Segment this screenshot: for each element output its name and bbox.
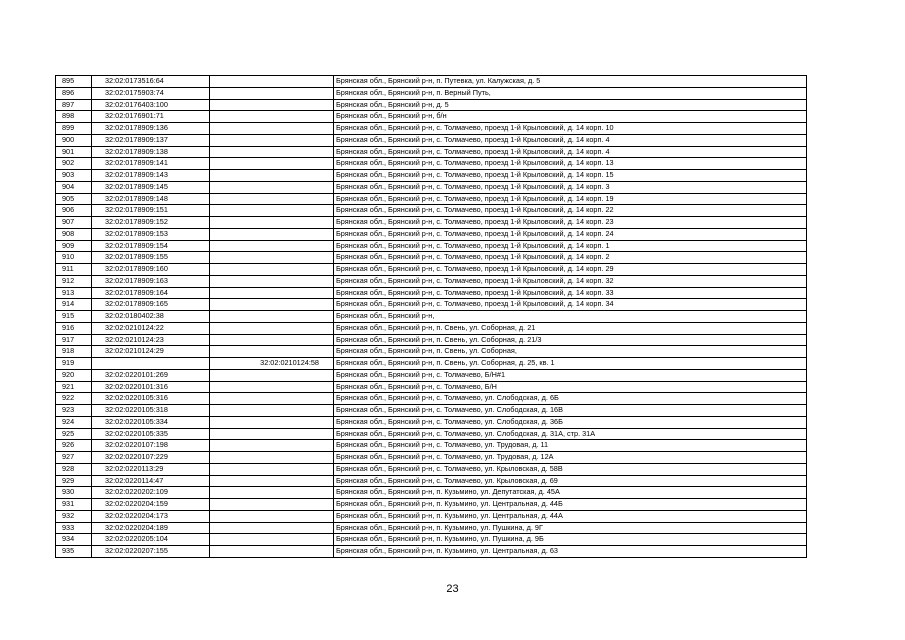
cadastral-number-2-cell [210,510,334,522]
table-row [56,452,807,464]
address-cell: Брянская обл., Брянский р-н, п. Кузьмино, ул. Пушкина, д. 9Г [334,522,807,534]
row-number-cell: 931 [56,499,92,511]
cadastral-number-cell: 32:02:0178909:151 [92,205,210,217]
cadastral-number-2-cell [210,463,334,475]
table-row [56,522,807,534]
cadastral-number-cell: 32:02:0178909:145 [92,181,210,193]
cadastral-number-2-cell [210,275,334,287]
address-cell: Брянская обл., Брянский р-н, с. Толмачево, ул. Трудовая, д. 12А [334,452,807,464]
cadastral-number-cell: 32:02:0178909:148 [92,193,210,205]
cadastral-number-cell: 32:02:0178909:153 [92,228,210,240]
row-number-cell: 911 [56,264,92,276]
cadastral-number-cell: 32:02:0210124:22 [92,322,210,334]
row-number-cell: 898 [56,111,92,123]
cadastral-number-2-cell [210,381,334,393]
cadastral-number-2-cell [210,311,334,323]
table-row [56,322,807,334]
row-number-cell: 912 [56,275,92,287]
cadastral-number-2-cell [210,440,334,452]
table-body [56,76,807,558]
cadastral-number-cell: 32:02:0176403:100 [92,99,210,111]
row-number-cell: 904 [56,181,92,193]
cadastral-number-cell: 32:02:0220105:334 [92,416,210,428]
cadastral-number-cell: 32:02:0220204:173 [92,510,210,522]
cadastral-number-cell: 32:02:0178909:160 [92,264,210,276]
cadastral-number-2-cell [210,416,334,428]
cadastral-number-cell: 32:02:0220107:229 [92,452,210,464]
table-row [56,475,807,487]
row-number-cell: 934 [56,534,92,546]
address-cell: Брянская обл., Брянский р-н, с. Толмачево, проезд 1-й Крыловский, д. 14 корп. 29 [334,264,807,276]
cadastral-number-cell: 32:02:0220101:316 [92,381,210,393]
cadastral-number-2-cell [210,123,334,135]
cadastral-number-2-cell [210,252,334,264]
cadastral-number-cell: 32:02:0220105:335 [92,428,210,440]
row-number-cell: 930 [56,487,92,499]
cadastral-number-2-cell [210,228,334,240]
address-cell: Брянская обл., Брянский р-н, с. Толмачево, ул. Слободская, д. 16В [334,405,807,417]
address-cell: Брянская обл., Брянский р-н, с. Толмачево, ул. Слободская, д. 36Б [334,416,807,428]
row-number-cell: 933 [56,522,92,534]
row-number-cell: 910 [56,252,92,264]
cadastral-number-cell: 32:02:0180402:38 [92,311,210,323]
row-number-cell: 928 [56,463,92,475]
table-row [56,123,807,135]
cadastral-number-2-cell [210,334,334,346]
address-cell: Брянская обл., Брянский р-н, п. Кузьмино, ул. Депутатская, д. 45А [334,487,807,499]
row-number-cell: 916 [56,322,92,334]
table-row [56,393,807,405]
page-number: 23 [446,583,459,595]
row-number-cell: 918 [56,346,92,358]
address-cell: Брянская обл., Брянский р-н, с. Толмачево, проезд 1-й Крыловский, д. 14 корп. 23 [334,217,807,229]
row-number-cell: 901 [56,146,92,158]
row-number-cell: 907 [56,217,92,229]
address-cell: Брянская обл., Брянский р-н, с. Толмачево, ул. Трудовая, д. 11 [334,440,807,452]
cadastral-number-cell: 32:02:0220107:198 [92,440,210,452]
cadastral-number-cell: 32:02:0178909:165 [92,299,210,311]
address-cell: Брянская обл., Брянский р-н, с. Толмачево, проезд 1-й Крыловский, д. 14 корп. 19 [334,193,807,205]
row-number-cell: 921 [56,381,92,393]
cadastral-number-cell: 32:02:0220105:318 [92,405,210,417]
cadastral-number-cell: 32:02:0220113:29 [92,463,210,475]
table-row [56,99,807,111]
cadastral-number-2-cell [210,240,334,252]
address-cell: Брянская обл., Брянский р-н, с. Толмачево, проезд 1-й Крыловский, д. 14 корп. 22 [334,205,807,217]
table-row [56,287,807,299]
cadastral-number-cell: 32:02:0220207:155 [92,546,210,558]
row-number-cell: 927 [56,452,92,464]
row-number-cell: 913 [56,287,92,299]
address-cell: Брянская обл., Брянский р-н, п. Кузьмино, ул. Центральная, д. 44А [334,510,807,522]
row-number-cell: 914 [56,299,92,311]
cadastral-number-cell: 32:02:0178909:152 [92,217,210,229]
cadastral-number-2-cell: 32:02:0210124:58 [210,358,334,370]
table-row [56,416,807,428]
cadastral-number-cell: 32:02:0176901:71 [92,111,210,123]
cadastral-number-2-cell [210,217,334,229]
cadastral-number-2-cell [210,534,334,546]
address-cell: Брянская обл., Брянский р-н, с. Толмачево, ул. Крыловская, д. 69 [334,475,807,487]
cadastral-number-cell: 32:02:0175903:74 [92,87,210,99]
address-cell: Брянская обл., Брянский р-н, п. Путевка, ул. Калужская, д. 5 [334,76,807,88]
cadastral-number-2-cell [210,546,334,558]
table-row [56,111,807,123]
table-row [56,463,807,475]
address-cell: Брянская обл., Брянский р-н, п. Свень, ул. Соборная, д. 21/3 [334,334,807,346]
cadastral-number-2-cell [210,158,334,170]
row-number-cell: 925 [56,428,92,440]
cadastral-number-2-cell [210,146,334,158]
cadastral-number-cell: 32:02:0178909:164 [92,287,210,299]
address-cell: Брянская обл., Брянский р-н, с. Толмачево, проезд 1-й Крыловский, д. 14 корп. 13 [334,158,807,170]
row-number-cell: 909 [56,240,92,252]
cadastral-number-cell [92,358,210,370]
table-row [56,158,807,170]
address-cell: Брянская обл., Брянский р-н, с. Толмачево, проезд 1-й Крыловский, д. 14 корп. 3 [334,181,807,193]
cadastral-number-2-cell [210,134,334,146]
table-row [56,205,807,217]
cadastral-number-2-cell [210,322,334,334]
table-row [56,381,807,393]
table-row [56,546,807,558]
row-number-cell: 896 [56,87,92,99]
row-number-cell: 935 [56,546,92,558]
cadastral-number-2-cell [210,393,334,405]
table-row [56,534,807,546]
cadastral-number-2-cell [210,346,334,358]
table-row [56,299,807,311]
address-cell: Брянская обл., Брянский р-н, п. Свень, ул. Соборная, д. 21 [334,322,807,334]
address-cell: Брянская обл., Брянский р-н, п. Кузьмино, ул. Пушкина, д. 9Б [334,534,807,546]
cadastral-number-cell: 32:02:0220202:109 [92,487,210,499]
table-row [56,275,807,287]
table-row [56,193,807,205]
cadastral-number-2-cell [210,299,334,311]
address-cell: Брянская обл., Брянский р-н, [334,311,807,323]
table-row [56,440,807,452]
address-cell: Брянская обл., Брянский р-н, с. Толмачево, проезд 1-й Крыловский, д. 14 корп. 34 [334,299,807,311]
cadastral-number-cell: 32:02:0178909:163 [92,275,210,287]
address-cell: Брянская обл., Брянский р-н, с. Толмачево, проезд 1-й Крыловский, д. 14 корп. 2 [334,252,807,264]
cadastral-number-2-cell [210,205,334,217]
cadastral-number-cell: 32:02:0220114:47 [92,475,210,487]
cadastral-number-cell: 32:02:0178909:143 [92,170,210,182]
cadastral-number-cell: 32:02:0178909:138 [92,146,210,158]
row-number-cell: 908 [56,228,92,240]
row-number-cell: 900 [56,134,92,146]
cadastral-number-2-cell [210,405,334,417]
row-number-cell: 906 [56,205,92,217]
cadastral-number-cell: 32:02:0210124:23 [92,334,210,346]
row-number-cell: 897 [56,99,92,111]
address-cell: Брянская обл., Брянский р-н, п. Свень, ул. Соборная, д. 25, кв. 1 [334,358,807,370]
address-cell: Брянская обл., Брянский р-н, п. Верный Путь, [334,87,807,99]
table-row [56,311,807,323]
cadastral-number-2-cell [210,87,334,99]
table-row [56,346,807,358]
cadastral-number-2-cell [210,181,334,193]
cadastral-number-cell: 32:02:0178909:137 [92,134,210,146]
row-number-cell: 923 [56,405,92,417]
property-table [55,75,807,558]
row-number-cell: 905 [56,193,92,205]
table-row [56,405,807,417]
address-cell: Брянская обл., Брянский р-н, с. Толмачево, проезд 1-й Крыловский, д. 14 корп. 15 [334,170,807,182]
cadastral-number-cell: 32:02:0210124:29 [92,346,210,358]
cadastral-number-cell: 32:02:0178909:141 [92,158,210,170]
address-cell: Брянская обл., Брянский р-н, с. Толмачево, Б/Н#1 [334,369,807,381]
table-row [56,369,807,381]
address-cell: Брянская обл., Брянский р-н, с. Толмачево, Б/Н [334,381,807,393]
row-number-cell: 924 [56,416,92,428]
row-number-cell: 902 [56,158,92,170]
table-row [56,428,807,440]
cadastral-number-2-cell [210,264,334,276]
table-row [56,240,807,252]
address-cell: Брянская обл., Брянский р-н, с. Толмачево, ул. Слободская, д. 6Б [334,393,807,405]
address-cell: Брянская обл., Брянский р-н, с. Толмачево, ул. Слободская, д. 31А, стр. 31А [334,428,807,440]
cadastral-number-2-cell [210,287,334,299]
cadastral-number-2-cell [210,522,334,534]
cadastral-number-2-cell [210,76,334,88]
row-number-cell: 920 [56,369,92,381]
address-cell: Брянская обл., Брянский р-н, с. Толмачево, проезд 1-й Крыловский, д. 14 корп. 4 [334,134,807,146]
cadastral-number-2-cell [210,99,334,111]
row-number-cell: 922 [56,393,92,405]
table-row [56,264,807,276]
cadastral-number-2-cell [210,499,334,511]
address-cell: Брянская обл., Брянский р-н, д. 5 [334,99,807,111]
table-row [56,358,807,370]
table-row [56,228,807,240]
table-row [56,146,807,158]
row-number-cell: 915 [56,311,92,323]
cadastral-number-2-cell [210,193,334,205]
row-number-cell: 929 [56,475,92,487]
address-cell: Брянская обл., Брянский р-н, б/н [334,111,807,123]
address-cell: Брянская обл., Брянский р-н, с. Толмачево, проезд 1-й Крыловский, д. 14 корп. 32 [334,275,807,287]
table-row [56,134,807,146]
address-cell: Брянская обл., Брянский р-н, п. Свень, ул. Соборная, [334,346,807,358]
address-cell: Брянская обл., Брянский р-н, с. Толмачево, проезд 1-й Крыловский, д. 14 корп. 33 [334,287,807,299]
row-number-cell: 917 [56,334,92,346]
row-number-cell: 926 [56,440,92,452]
cadastral-number-cell: 32:02:0178909:154 [92,240,210,252]
row-number-cell: 895 [56,76,92,88]
table-row [56,217,807,229]
cadastral-number-cell: 32:02:0220205:104 [92,534,210,546]
cadastral-number-cell: 32:02:0178909:155 [92,252,210,264]
row-number-cell: 919 [56,358,92,370]
cadastral-number-2-cell [210,475,334,487]
cadastral-number-cell: 32:02:0178909:136 [92,123,210,135]
row-number-cell: 903 [56,170,92,182]
address-cell: Брянская обл., Брянский р-н, с. Толмачево, проезд 1-й Крыловский, д. 14 корп. 4 [334,146,807,158]
cadastral-number-cell: 32:02:0220204:189 [92,522,210,534]
cadastral-number-cell: 32:02:0220204:159 [92,499,210,511]
address-cell: Брянская обл., Брянский р-н, с. Толмачево, проезд 1-й Крыловский, д. 14 корп. 1 [334,240,807,252]
row-number-cell: 932 [56,510,92,522]
row-number-cell: 899 [56,123,92,135]
cadastral-number-cell: 32:02:0173516:64 [92,76,210,88]
address-cell: Брянская обл., Брянский р-н, с. Толмачево, проезд 1-й Крыловский, д. 14 корп. 10 [334,123,807,135]
cadastral-number-cell: 32:02:0220101:269 [92,369,210,381]
cadastral-number-2-cell [210,369,334,381]
address-cell: Брянская обл., Брянский р-н, п. Кузьмино, ул. Центральная, д. 63 [334,546,807,558]
cadastral-number-2-cell [210,428,334,440]
table-row [56,87,807,99]
table-row [56,487,807,499]
cadastral-number-cell: 32:02:0220105:316 [92,393,210,405]
cadastral-number-2-cell [210,452,334,464]
table-row [56,252,807,264]
table-row [56,181,807,193]
address-cell: Брянская обл., Брянский р-н, с. Толмачево, проезд 1-й Крыловский, д. 14 корп. 24 [334,228,807,240]
table-row [56,170,807,182]
cadastral-number-2-cell [210,111,334,123]
table-row [56,334,807,346]
cadastral-number-2-cell [210,170,334,182]
table-row [56,76,807,88]
cadastral-number-2-cell [210,487,334,499]
address-cell: Брянская обл., Брянский р-н, с. Толмачево, ул. Крыловская, д. 58В [334,463,807,475]
table-row [56,499,807,511]
address-cell: Брянская обл., Брянский р-н, п. Кузьмино, ул. Центральная, д. 44Б [334,499,807,511]
table-row [56,510,807,522]
